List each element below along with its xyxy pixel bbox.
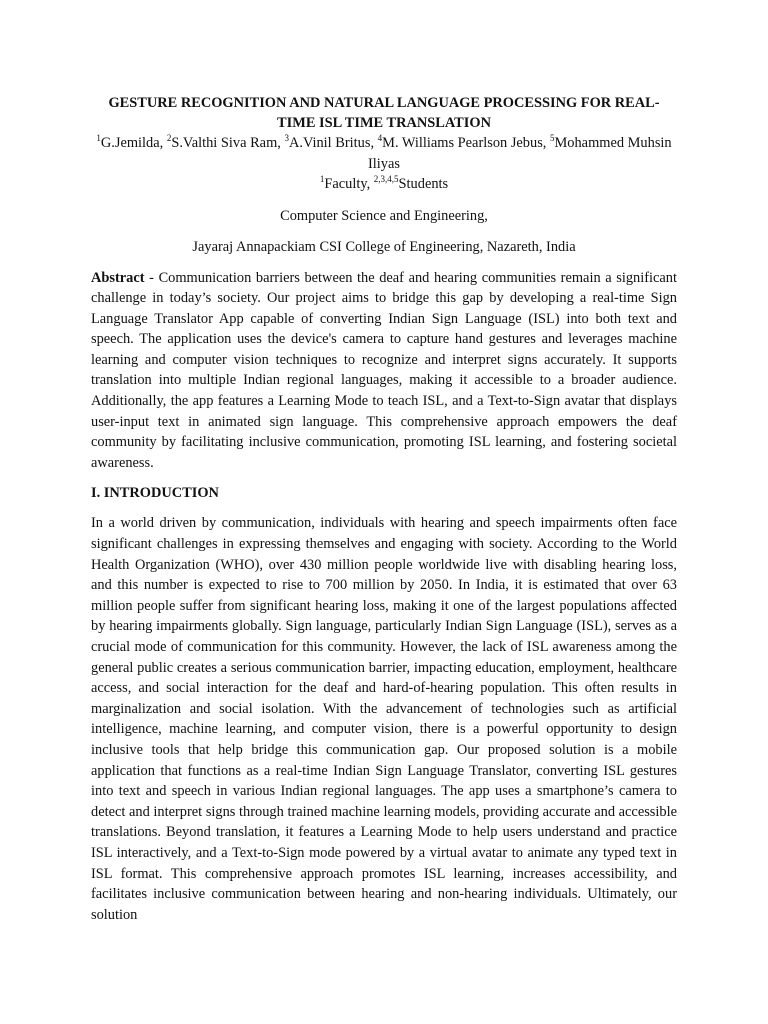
affiliation-roles [91, 174, 677, 195]
students-sup: 2,3,4,5 [373, 174, 399, 185]
faculty-sup: 1 [319, 174, 325, 185]
abstract-label: Abstract [91, 269, 145, 286]
author-4-sup: 4 [377, 133, 383, 144]
paper-page [91, 93, 677, 925]
department: Computer Science and Engineering, [280, 207, 488, 224]
section-heading-introduction: I. INTRODUCTION [91, 485, 219, 502]
author-5-sup: 5 [550, 133, 555, 144]
author-1-sup: 1 [96, 133, 101, 144]
students-label: Students [398, 176, 449, 192]
paper-title-line-1: GESTURE RECOGNITION AND NATURAL LANGUAGE PROCESSING FOR REAL- [108, 95, 660, 111]
author-5-name: Mohammed Muhsin Iliyas [368, 135, 672, 172]
introduction-text: In a world driven by communication, individuals with hearing and speech impairments often face significant challenges in expressing themselves and engaging with society. According to the World Health Organization (WHO), over 430 million people worldwide live with disabling hearing loss, and this number is expected to rise to 700 million by 2050. In India, it is estimated that over 63 million people suffer from significant hearing loss, making it one of the largest populations affected by hearing impairments globally. Sign language, particularly Indian Sign Language (ISL), serves as a crucial mode of communication for this community. However, the lack of ISL awareness among the general public creates a serious communication barrier, impacting education, employment, healthcare access, and social interaction for the deaf and hard-of-hearing population. This often results in marginalization and social isolation. With the advancement of technologies such as artificial intelligence, machine learning, and computer vision, there is a powerful opportunity to design inclusive tools that help bridge this communication gap. Our proposed solution is a mobile application that functions as a real-time Indian Sign Language Translator, converting ISL gestures into text and speech in various Indian regional languages. The app uses a smartphone’s camera to detect and interpret signs through trained machine learning models, providing accurate and accessible translations. Beyond translation, it features a Learning Mode to help users understand and practice ISL interactively, and a Text-to-Sign mode powered by a virtual avatar to animate any typed text in ISL format. This comprehensive approach promotes ISL learning, increases accessibility, and facilitates inclusive communication between hearing and non-hearing individuals. Ultimately, our solution [91, 515, 677, 923]
author-4-name: M. Williams Pearlson Jebus, [382, 135, 550, 151]
author-1-name: G.Jemilda, [100, 135, 167, 151]
faculty-label: Faculty, [324, 176, 374, 192]
paper-title-line-2: TIME ISL TIME TRANSLATION [277, 115, 491, 131]
abstract [91, 268, 677, 474]
author-3-name: A.Vinil Britus, [288, 135, 378, 151]
author-2-sup: 2 [166, 133, 172, 144]
author-2-name: S.Valthi Siva Ram, [171, 135, 285, 151]
paper-title [91, 93, 677, 133]
college: Jayaraj Annapackiam CSI College of Engineering, Nazareth, India [192, 239, 576, 255]
author-list [91, 133, 677, 174]
author-3-sup: 3 [284, 133, 289, 144]
abstract-text: - Communication barriers between the deaf and hearing communities remain a significant challenge in today’s society. Our project aims to bridge this gap by developing a real-time Sign Language Translator App capable of converting Indian Sign Language (ISL) into both text and speech. The application uses the device's camera to capture hand gestures and leverages machine learning and computer vision techniques to recognize and interpret signs accurately. It supports translation into multiple Indian regional languages, making it accessible to a broader audience. Additionally, the app features a Learning Mode to teach ISL, and a Text-to-Sign avatar that displays user-input text in animated sign language. This comprehensive approach empowers the deaf community by facilitating inclusive communication, promoting ISL learning, and fostering societal awareness. [91, 269, 677, 471]
